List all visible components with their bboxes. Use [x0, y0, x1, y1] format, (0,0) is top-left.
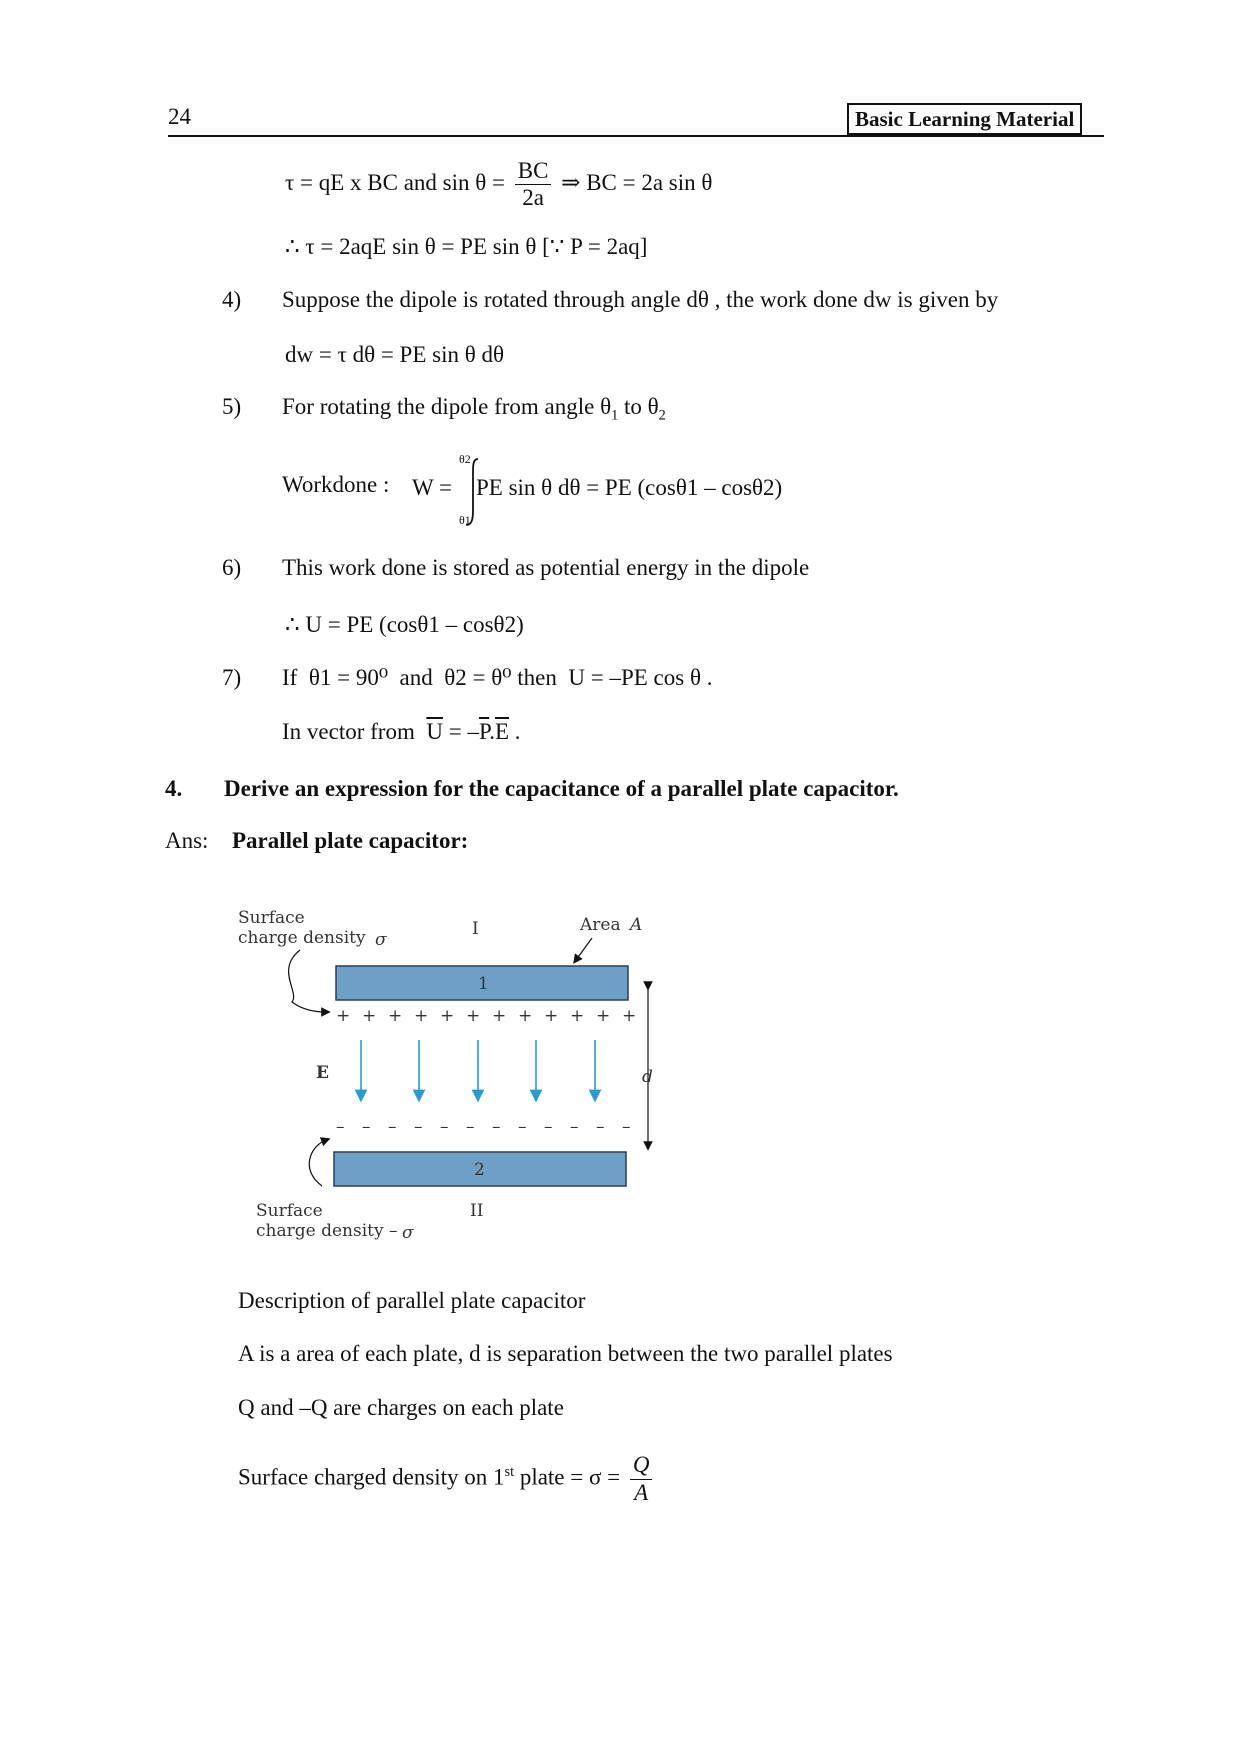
step-text-6: This work done is stored as potential energy in the dipole [282, 555, 810, 580]
bottom-surface-label-2: charge density – [256, 1221, 398, 1241]
question-text: Derive an expression for the capacitance of a parallel plate capacitor. [224, 776, 899, 801]
minus-charges [336, 1117, 631, 1137]
step-text-5 [282, 394, 666, 425]
minus-charge: – [492, 1117, 501, 1137]
density-den: A [634, 1479, 649, 1505]
minus-charge: – [544, 1117, 553, 1137]
minus-charge: – [596, 1117, 605, 1137]
density-prefix: Surface charged density on 1 [238, 1464, 505, 1490]
plus-charge: + [622, 1006, 637, 1026]
q-over-a-fraction [630, 1452, 653, 1506]
step5-sub2: 2 [658, 407, 666, 424]
step-number-6: 6) [222, 555, 242, 580]
minus-charge: – [414, 1117, 423, 1137]
separation-label: d [642, 1067, 653, 1087]
workdone-rhs: PE sin θ dθ = PE (cosθ1 – cosθ2) [476, 475, 783, 500]
step5-sub1: 1 [611, 407, 619, 424]
minus-charge: – [440, 1117, 449, 1137]
minus-charge: – [466, 1117, 475, 1137]
question-number: 4. [165, 776, 183, 801]
step5-mid: to θ [618, 394, 659, 419]
plus-charge: + [492, 1006, 507, 1026]
potential-energy-equation: ∴ U = PE (cosθ1 – cosθ2) [285, 612, 524, 637]
plus-charge: + [362, 1006, 377, 1026]
vector-u: $\overline{U}$ [426, 719, 443, 744]
minus-charge: – [388, 1117, 397, 1137]
minus-charge: – [518, 1117, 527, 1137]
torque-left: τ = qE x BC and sin θ = [285, 170, 505, 196]
plus-charge: + [570, 1006, 585, 1026]
plate-1-label: 1 [478, 974, 489, 994]
step7-cond1: θ1 = 90⁰ [308, 665, 389, 690]
top-sigma: σ [375, 930, 387, 950]
vector-label: In vector from [282, 719, 415, 744]
plus-charge: + [466, 1006, 481, 1026]
plus-charge: + [336, 1006, 351, 1026]
top-surface-pointer [289, 950, 326, 1012]
step-number-4: 4) [222, 287, 242, 312]
vector-form [282, 719, 521, 745]
plus-charge: + [518, 1006, 533, 1026]
top-surface-label-1: Surface [238, 908, 305, 928]
plate-2-label: 2 [474, 1160, 485, 1180]
frac-den: 2a [522, 185, 544, 211]
torque-result: ∴ τ = 2aqE sin θ = PE sin θ [∵ P = 2aq] [285, 234, 648, 259]
step7-if: If [282, 665, 298, 690]
step5-prefix: For rotating the dipole from angle θ [282, 394, 612, 419]
description-line-1: A is a area of each plate, d is separation between the two parallel plates [238, 1341, 893, 1366]
parallel-plate-figure [230, 900, 670, 1260]
running-title: Basic Learning Material [847, 103, 1082, 135]
plus-charge: + [388, 1006, 403, 1026]
description-title: Description of parallel plate capacitor [238, 1288, 586, 1313]
work-equation: dw = τ dθ = PE sin θ dθ [285, 342, 505, 367]
area-pointer [576, 938, 592, 960]
plus-charge: + [414, 1006, 429, 1026]
vector-p: $\overline{P}$ [478, 719, 490, 744]
area-symbol: A [630, 915, 643, 935]
description-line-2: Q and –Q are charges on each plate [238, 1395, 564, 1420]
step-number-5: 5) [222, 394, 242, 419]
torque-right: ⇒ BC = 2a sin θ [561, 170, 713, 196]
bottom-surface-label-1: Surface [256, 1201, 323, 1221]
step7-and: and [399, 665, 433, 690]
integral-lower-limit: θ1 [459, 513, 471, 527]
plus-charge: + [596, 1006, 611, 1026]
area-label: Area [580, 915, 621, 935]
frac-num: BC [515, 158, 552, 185]
field-label: E [316, 1063, 329, 1083]
plus-charge: + [544, 1006, 559, 1026]
workdone-label: Workdone : [282, 472, 390, 497]
minus-charge: – [336, 1117, 345, 1137]
step-text-7 [282, 665, 712, 691]
step-text-4: Suppose the dipole is rotated through angle dθ , the work done dw is given by [282, 287, 999, 312]
plus-charges [336, 1006, 636, 1026]
vector-end: . [509, 719, 521, 744]
plus-charge: + [440, 1006, 455, 1026]
torque-equation [285, 158, 712, 212]
vector-eq: = – [442, 719, 479, 744]
integral-upper-limit: θ2 [459, 452, 471, 466]
step7-result: U = –PE cos θ . [568, 665, 713, 690]
step7-then: then [517, 665, 557, 690]
density-mid: plate = σ = [514, 1464, 621, 1490]
bc-fraction [515, 158, 552, 212]
surface-density-equation [238, 1452, 656, 1506]
density-sup: st [504, 1464, 515, 1480]
answer-prefix: Ans: [165, 828, 209, 853]
page-number: 24 [168, 104, 191, 129]
step7-cond2: θ2 = θ⁰ [444, 665, 512, 690]
header-rule [168, 135, 1104, 137]
region-bottom-label: II [470, 1201, 484, 1221]
workdone-lhs: W = [412, 475, 453, 500]
bottom-sigma: σ [402, 1223, 414, 1243]
minus-charge: – [362, 1117, 371, 1137]
minus-charge: – [570, 1117, 579, 1137]
vector-e: $\overline{E}$ [494, 719, 510, 744]
step-number-7: 7) [222, 665, 242, 690]
field-arrows [361, 1040, 595, 1096]
top-surface-label-2: charge density [238, 928, 366, 948]
answer-title: Parallel plate capacitor: [232, 828, 469, 853]
minus-charge: – [622, 1117, 631, 1137]
region-top-label: I [472, 919, 479, 939]
bottom-surface-pointer [309, 1140, 326, 1186]
density-num: Q [630, 1452, 653, 1479]
vector-dot: . [489, 719, 495, 744]
